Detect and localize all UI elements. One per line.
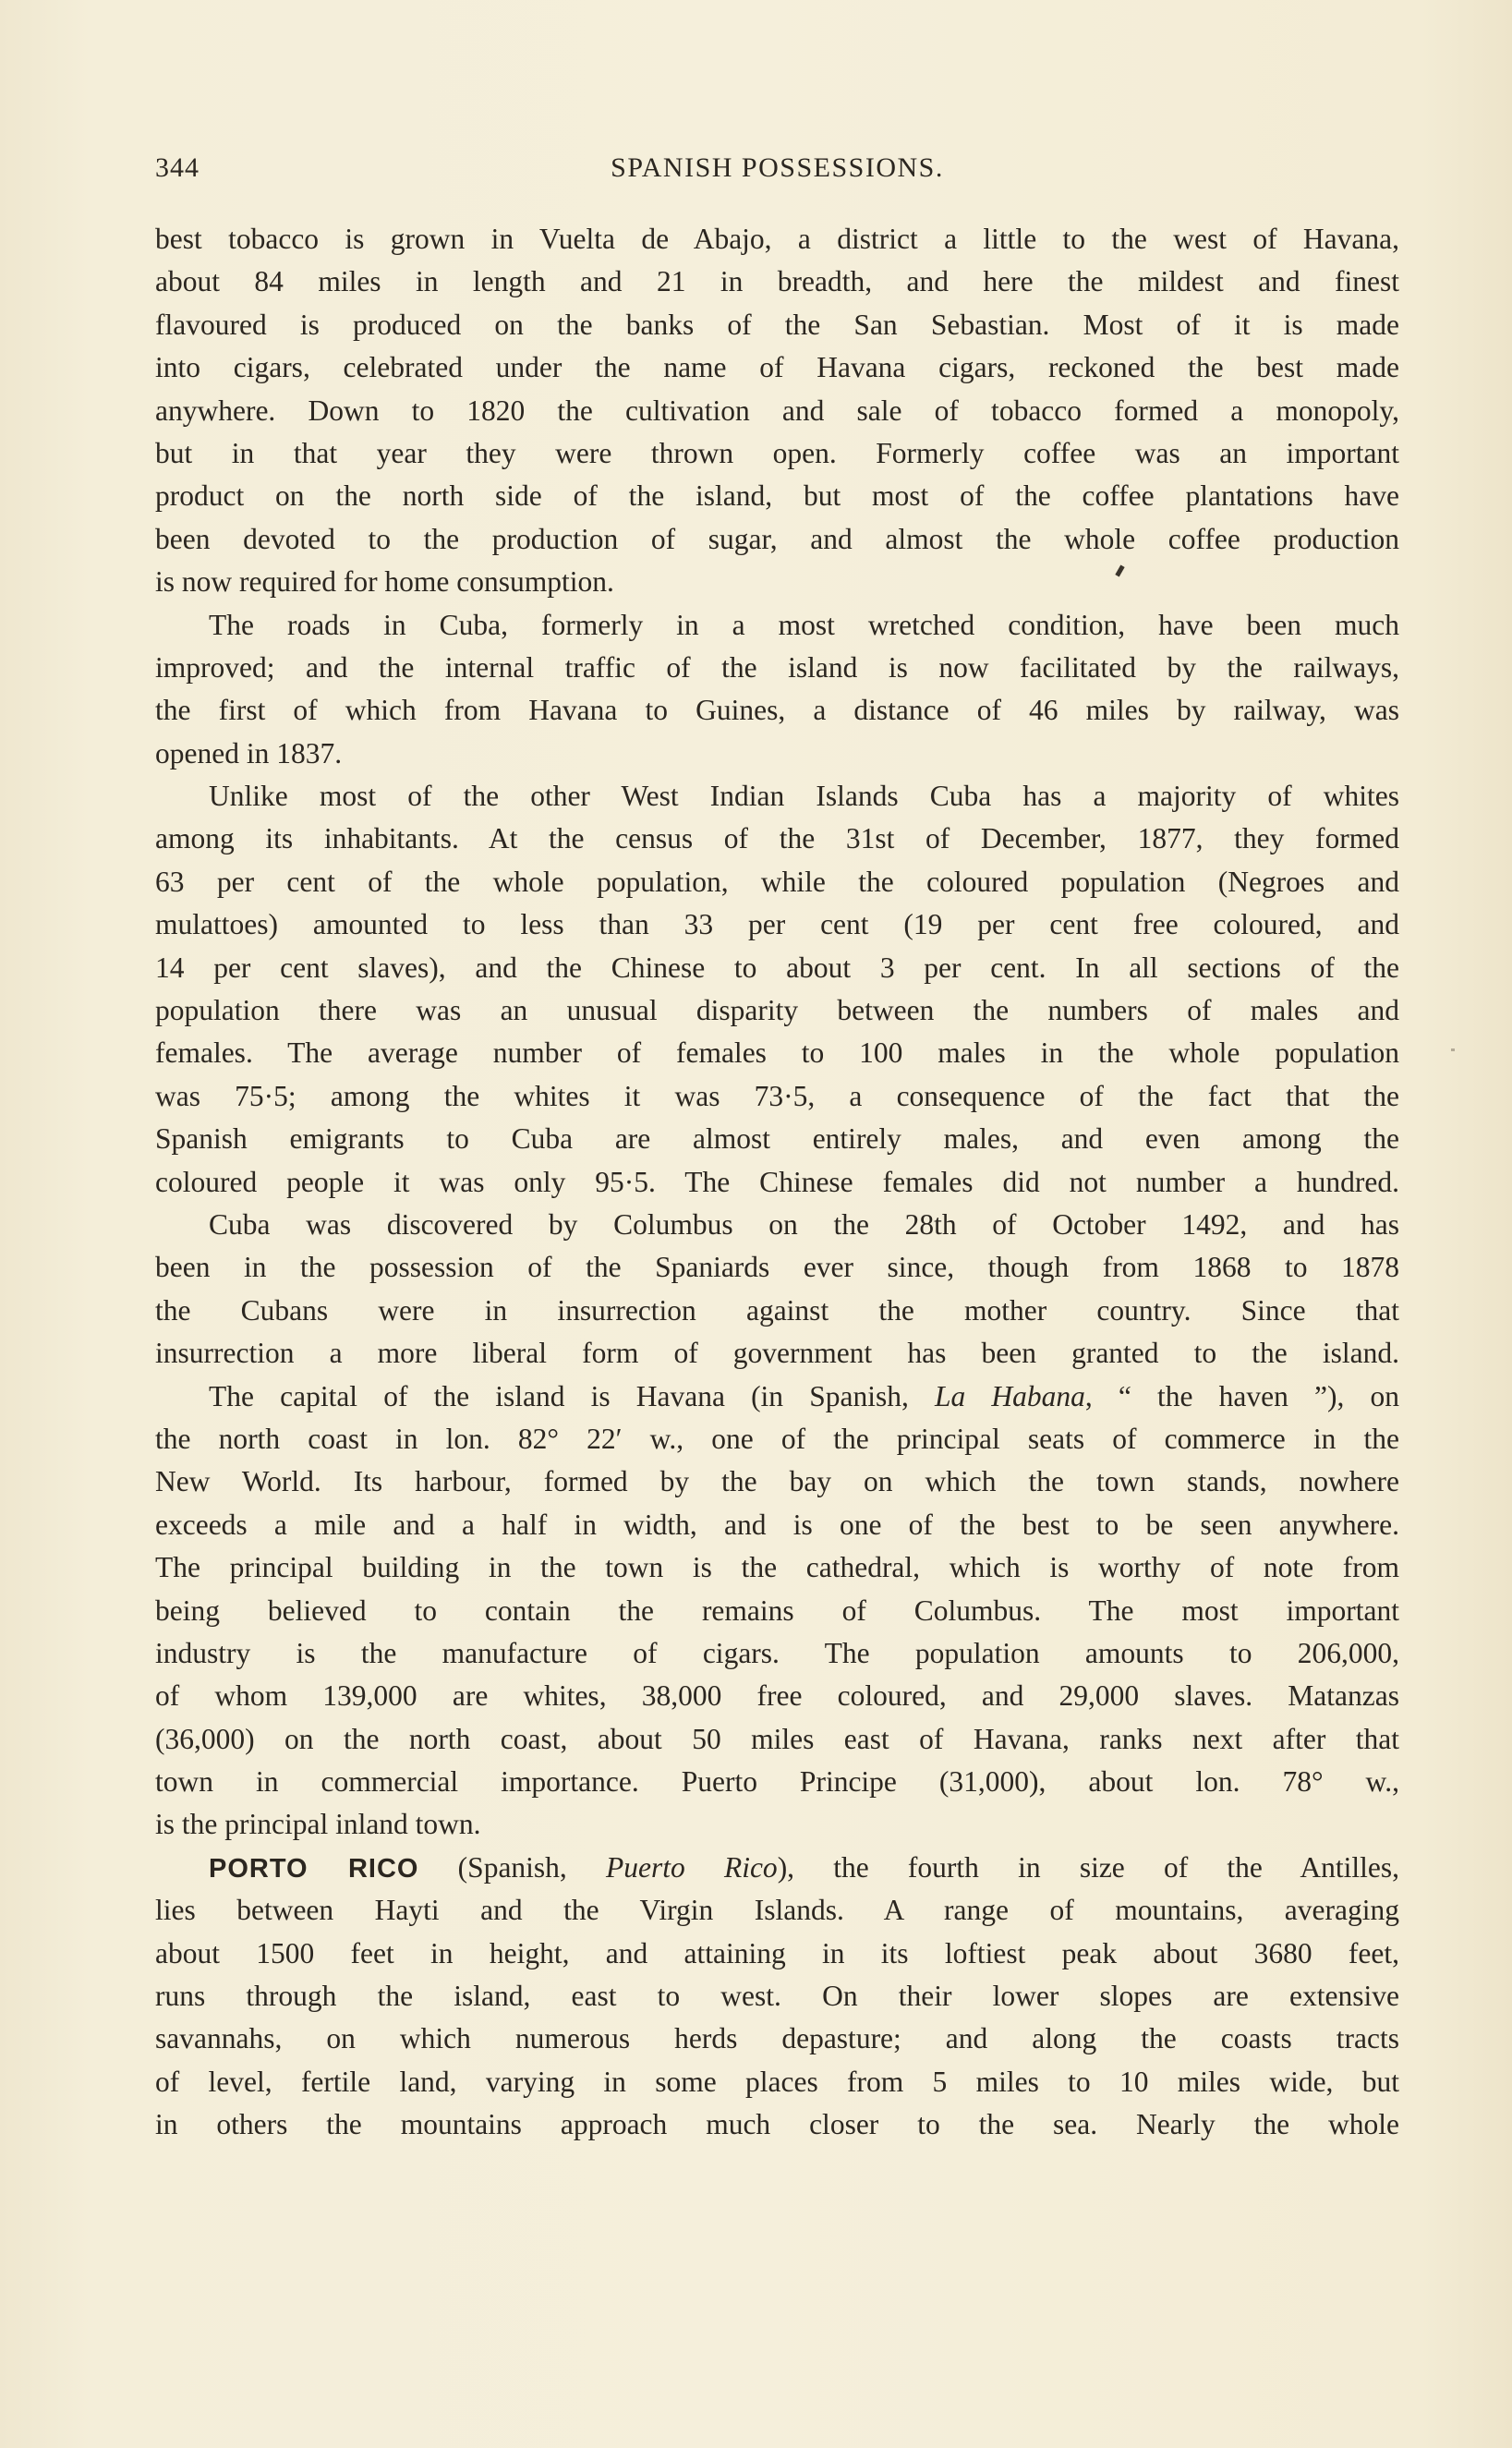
text-line: being believed to contain the remains of Columbus. The most important [155, 1594, 1399, 1627]
text-line: was 75·5; among the whites it was 73·5, a consequence of the fact that the [155, 1079, 1399, 1112]
text-line: Spanish emigrants to Cuba are almost entirely males, and even among the [155, 1122, 1399, 1156]
text-line: flavoured is produced on the banks of the San Sebastian. Most of it is made [155, 308, 1399, 341]
text-line: town in commercial importance. Puerto Principe (31,000), about lon. 78° w., [155, 1765, 1399, 1799]
text-line: product on the north side of the island, but most of the coffee plantations have [155, 479, 1399, 513]
text-line: runs through the island, east to west. On their lower slopes are extensive [155, 1980, 1399, 2013]
text-line: into cigars, celebrated under the name of Havana cigars, reckoned the best made [155, 351, 1399, 384]
text-line: insurrection a more liberal form of government has been granted to the island. [155, 1337, 1399, 1370]
text-line: of whom 139,000 are whites, 38,000 free coloured, and 29,000 slaves. Matanzas [155, 1679, 1399, 1713]
text-line: in others the mountains approach much closer to the sea. Nearly the whole [155, 2108, 1399, 2141]
porto-rico-line-italic: Puerto Rico [606, 1850, 778, 1884]
text-line: exceeds a mile and a half in width, and is one of the best to be seen anywhere. [155, 1508, 1399, 1541]
text-line: opened in 1837. [155, 736, 343, 770]
text-line: population there was an unusual disparity between the numbers of males and [155, 994, 1399, 1027]
text-line: (36,000) on the north coast, about 50 miles east of Havana, ranks next after that [155, 1722, 1399, 1755]
text-line: been in the possession of the Spaniards ever since, though from 1868 to 1878 [155, 1251, 1399, 1284]
text-line: among its inhabitants. At the census of the 31st of December, 1877, they formed [155, 822, 1399, 855]
text-line: the first of which from Havana to Guines, a distance of 46 miles by railway, was [155, 694, 1399, 727]
text-line: New World. Its harbour, formed by the bay on which the town stands, nowhere [155, 1465, 1399, 1498]
text-line: Unlike most of the other West Indian Islands Cuba has a majority of whites [209, 780, 1399, 813]
porto-rico-line-before: (Spanish, [418, 1850, 607, 1884]
text-line: savannahs, on which numerous herds depasture; and along the coasts tracts [155, 2022, 1399, 2055]
havana-line-italic: La Habana [934, 1379, 1085, 1412]
text-line: improved; and the internal traffic of the island is now facilitated by the railways, [155, 650, 1399, 684]
text-line: mulattoes) amounted to less than 33 per cent (19 per cent free coloured, and [155, 908, 1399, 941]
text-line: 14 per cent slaves), and the Chinese to about 3 per cent. In all sections of the [155, 951, 1399, 984]
text-line: Cuba was discovered by Columbus on the 28th of October 1492, and has [209, 1207, 1399, 1241]
text-line: but in that year they were thrown open. Formerly coffee was an important [155, 436, 1399, 469]
text-line: lies between Hayti and the Virgin Islands. A range of mountains, averaging [155, 1894, 1399, 1927]
porto-rico-line-after: ), the fourth in size of the Antilles, [777, 1850, 1399, 1884]
text-line: about 84 miles in length and 21 in breadth, and here the mildest and finest [155, 265, 1399, 298]
text-line: about 1500 feet in height, and attaining in its loftiest peak about 3680 feet, [155, 1936, 1399, 1969]
porto-rico-heading: PORTO RICO [209, 1853, 419, 1884]
page-number: 344 [155, 152, 200, 183]
running-title: SPANISH POSSESSIONS. [611, 152, 944, 183]
running-head [155, 152, 1399, 193]
margin-speck [1451, 1048, 1455, 1051]
havana-line-after: , “ the haven ”), on [1084, 1379, 1399, 1412]
text-line: industry is the manufacture of cigars. The population amounts to 206,000, [155, 1636, 1399, 1669]
text-line: 63 per cent of the whole population, while the coloured population (Negroes and [155, 865, 1399, 898]
text-line: been devoted to the production of sugar, and almost the whole coffee production [155, 522, 1399, 555]
text-line: best tobacco is grown in Vuelta de Abajo, a district a little to the west of Havana, [155, 223, 1399, 255]
havana-line-before: The capital of the island is Havana (in Spanish, [209, 1379, 935, 1412]
text-line: anywhere. Down to 1820 the cultivation and sale of tobacco formed a monopoly, [155, 394, 1399, 427]
text-line: The principal building in the town is the cathedral, which is worthy of note from [155, 1551, 1399, 1584]
text-line: the north coast in lon. 82° 22′ w., one of the principal seats of commerce in the [155, 1422, 1399, 1455]
text-line-havana [155, 1375, 1399, 1418]
text-line: is the principal inland town. [155, 1808, 481, 1841]
text-line: the Cubans were in insurrection against the mother country. Since that [155, 1293, 1399, 1327]
text-line: females. The average number of females to 100 males in the whole population [155, 1036, 1399, 1070]
body-text [155, 218, 1399, 2147]
text-line: of level, fertile land, varying in some places from 5 miles to 10 miles wide, but [155, 2065, 1399, 2098]
text-line-porto-rico [155, 1847, 1399, 1889]
text-line: is now required for home consumption. [155, 565, 614, 599]
text-line: coloured people it was only 95·5. The Chinese females did not number a hundred. [155, 1165, 1399, 1198]
text-line: The roads in Cuba, formerly in a most wretched condition, have been much [209, 608, 1399, 641]
